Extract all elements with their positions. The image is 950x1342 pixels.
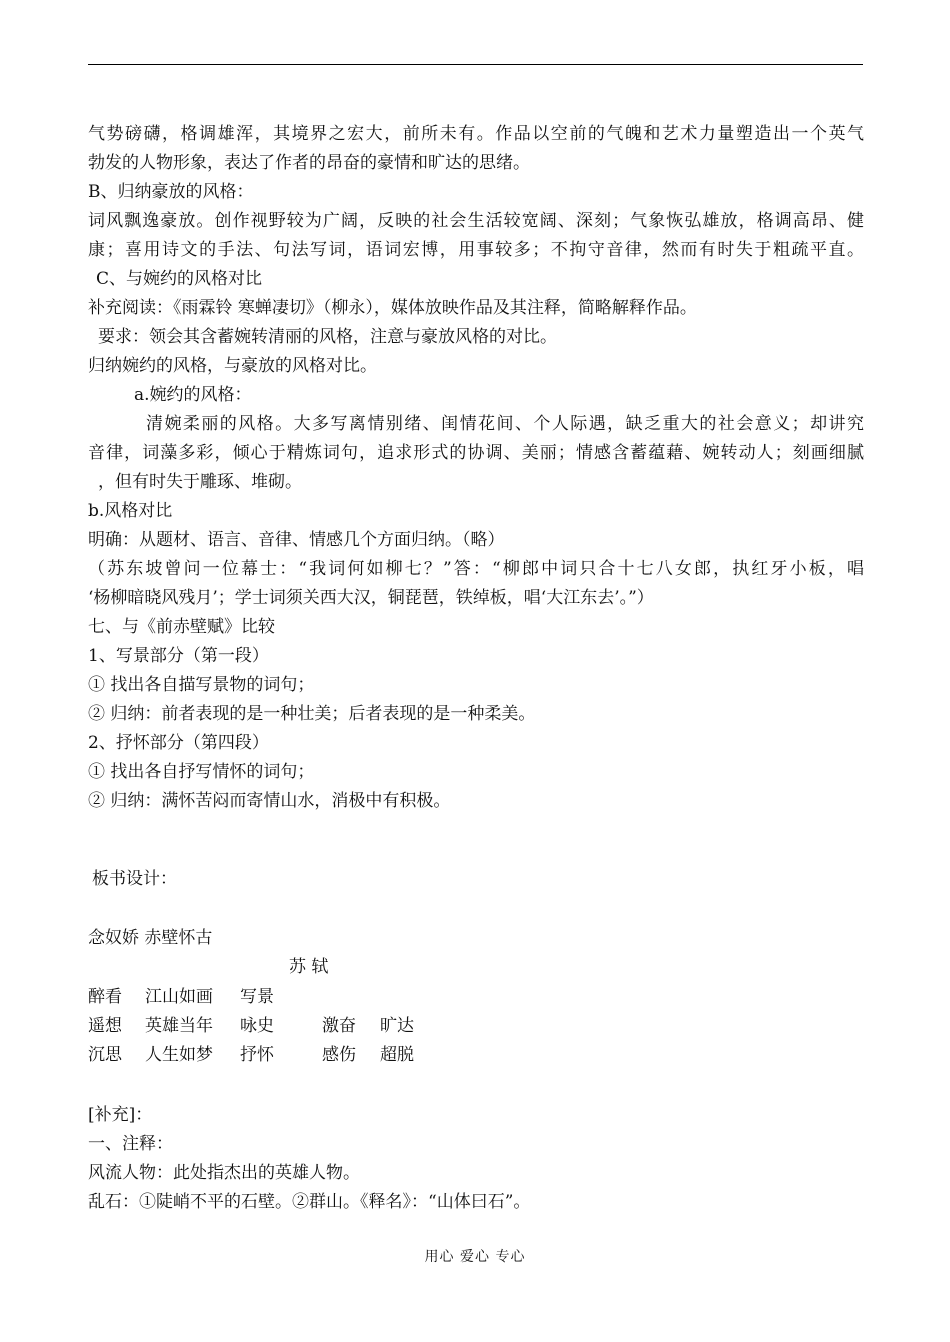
list-item: ② 归纳：前者表现的是一种壮美；后者表现的是一种柔美。 xyxy=(88,704,536,724)
paragraph-line: 勃发的人物形象，表达了作者的昂奋的豪情和旷达的思绪。 xyxy=(88,153,530,173)
board-cell: 激奋 xyxy=(322,1016,356,1036)
board-cell: 感伤 xyxy=(322,1045,356,1065)
section-heading: B、归纳豪放的风格： xyxy=(88,182,254,202)
board-title: 念奴娇 赤壁怀古 xyxy=(88,928,213,948)
supplement-section: 一、注释： xyxy=(88,1134,173,1154)
sub-heading: b.风格对比 xyxy=(88,501,173,521)
paragraph-line: ，但有时失于雕琢、堆砌。 xyxy=(98,472,302,492)
section-heading: 七、与《前赤壁赋》比较 xyxy=(88,617,275,637)
paragraph-line: 音律，词藻多彩，倾心于精炼词句，追求形式的协调、美丽；情感含蓄蕴藉、婉转动人；刻画细腻 xyxy=(88,443,864,463)
board-cell: 咏史 xyxy=(240,1016,274,1036)
sub-heading: a.婉约的风格： xyxy=(134,385,252,405)
board-cell: 超脱 xyxy=(380,1045,414,1065)
paragraph-line: ‘杨柳暗晓风残月’；学士词须关西大汉，铜琵琶，铁绰板，唱‘大江东去’。”） xyxy=(88,588,654,608)
paragraph-line: 明确：从题材、语言、音律、情感几个方面归纳。（略） xyxy=(88,530,505,550)
header-rule xyxy=(88,64,863,65)
board-cell: 写景 xyxy=(240,987,274,1007)
page-footer: 用心 爱心 专心 xyxy=(424,1249,526,1265)
paragraph-line: 清婉柔丽的风格。大多写离情别绪、闺情花间、个人际遇，缺乏重大的社会意义；却讲究 xyxy=(146,414,864,434)
board-cell: 英雄当年 xyxy=(145,1016,213,1036)
list-heading: 2、抒怀部分（第四段） xyxy=(88,733,269,753)
list-item: ① 找出各自描写景物的词句； xyxy=(88,675,315,695)
paragraph-line: 气势磅礴，格调雄浑，其境界之宏大，前所未有。作品以空前的气魄和艺术力量塑造出一个英气 xyxy=(88,124,864,144)
paragraph-line: （苏东坡曾问一位幕士：“我词何如柳七？”答：“柳郎中词只合十七八女郎，执红牙小板，唱 xyxy=(88,559,864,579)
list-item: ① 找出各自抒写情怀的词句； xyxy=(88,762,315,782)
paragraph-line: 词风飘逸豪放。创作视野较为广阔，反映的社会生活较宽阔、深刻；气象恢弘雄放，格调高昂、健 xyxy=(88,211,864,231)
board-cell: 沉思 xyxy=(88,1045,122,1065)
section-heading: C、与婉约的风格对比 xyxy=(96,269,263,289)
board-cell: 旷达 xyxy=(380,1016,414,1036)
note-item: 风流人物：此处指杰出的英雄人物。 xyxy=(88,1163,360,1183)
note-item: 乱石：①陡峭不平的石壁。②群山。《释名》：“山体曰石”。 xyxy=(88,1192,531,1212)
board-cell: 遥想 xyxy=(88,1016,122,1036)
list-item: ② 归纳：满怀苦闷而寄情山水，消极中有积极。 xyxy=(88,791,451,811)
list-heading: 1、写景部分（第一段） xyxy=(88,646,269,666)
paragraph-line: 要求：领会其含蓄婉转清丽的风格，注意与豪放风格的对比。 xyxy=(98,327,557,347)
paragraph-line: 补充阅读：《雨霖铃 寒蝉凄切》（柳永），媒体放映作品及其注释，简略解释作品。 xyxy=(88,298,697,318)
board-cell: 醉看 xyxy=(88,987,122,1007)
board-cell: 抒怀 xyxy=(240,1045,274,1065)
board-cell: 人生如梦 xyxy=(145,1045,213,1065)
supplement-tag: [补充]： xyxy=(88,1105,153,1125)
board-cell: 江山如画 xyxy=(145,987,213,1007)
paragraph-line: 归纳婉约的风格，与豪放的风格对比。 xyxy=(88,356,377,376)
board-author: 苏 轼 xyxy=(289,957,329,977)
paragraph-line: 康；喜用诗文的手法、句法写词，语词宏博，用事较多；不拘守音律，然而有时失于粗疏平直。 xyxy=(88,240,864,260)
board-heading: 板书设计： xyxy=(92,869,177,889)
